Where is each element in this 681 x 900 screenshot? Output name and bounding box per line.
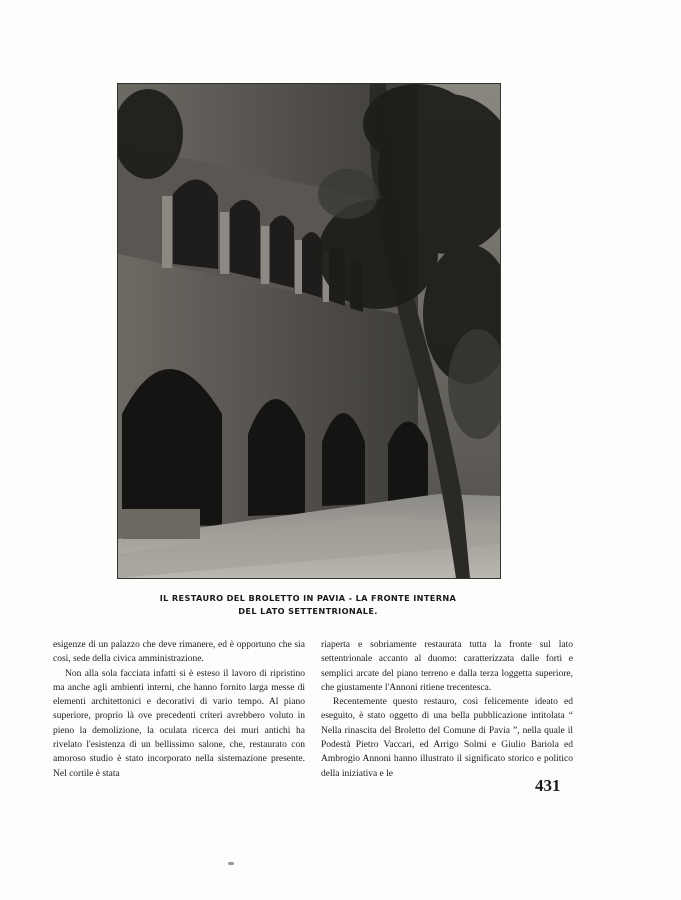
- caption-line: IL RESTAURO DEL BROLETTO IN PAVIA - LA FRONTE INTERNA: [159, 593, 457, 603]
- page-number: 431: [535, 776, 561, 795]
- print-speck: [228, 862, 234, 865]
- courtyard-photograph: [117, 83, 501, 579]
- paragraph: esigenze di un palazzo che deve rimanere, ed è opportuno che sia così, sede della civica amministrazione.: [53, 640, 305, 665]
- text-column-left: [53, 638, 305, 781]
- text-column-right: [321, 638, 573, 781]
- paragraph: riaperta e sobriamente restaurata tutta la fronte sul lato settentrionale accanto al duomo: caratterizzata dalle forti e semplici arcate del piano terreno e dalla terza loggetta superiore, che giustamente l'Annoni ritiene trecentesca.: [321, 640, 573, 693]
- caption-line: DEL LATO SETTENTRIONALE.: [238, 606, 378, 616]
- paragraph: Non alla sola facciata infatti si è esteso il lavoro di ripristino ma anche agli ambienti interni, che hanno fornito larga messe di elementi architettonici e decorativi di vario tempo. Al piano superiore, proprio là ove precedenti criteri avrebbero voluto in pieno la demolizione, la oculata ricerca dei muri antichi ha rivelato l'esistenza di un bellissimo salone, che, restaurato con amoroso studio è stato incorporato nella sistemazione presente. Nel cortile è stata: [53, 668, 305, 779]
- figure-caption: [117, 592, 499, 618]
- paragraph: Recentemente questo restauro, così felicemente ideato ed eseguito, è stato oggetto di una bella pubblicazione intitolata “ Nella rinascita del Broletto del Comune di Pavia ”, nella quale il Podestà Pietro Vaccari, ed Arrigo Solmi e Giulio Bariola ed Ambrogio Annoni hanno illustrato il significato storico e politico della iniziativa e le: [321, 697, 573, 779]
